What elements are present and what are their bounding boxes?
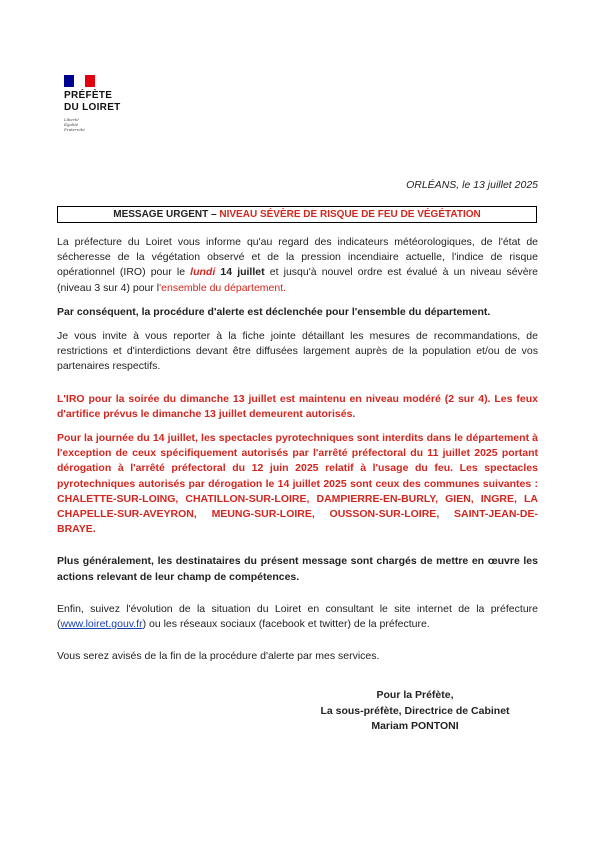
motto-liberte: Liberté — [64, 117, 79, 122]
flag-white-band — [74, 75, 84, 87]
paragraph-iro-level — [57, 235, 538, 296]
signature-line-1: Pour la Préfète, — [376, 689, 454, 701]
message-body — [57, 235, 538, 673]
p1-date: 14 juillet — [215, 266, 265, 279]
p1-text-b: et jusqu'à nouvel ordre est évalué à un niveau sévère (niveau 3 sur 4) pour l — [57, 266, 538, 294]
motto-egalite: Égalité — [64, 122, 79, 127]
logo-line-prefete: PRÉFÈTE — [64, 90, 113, 101]
republic-motto — [64, 117, 154, 132]
signature-block — [300, 688, 530, 735]
website-link[interactable]: www.loiret.gouv.fr — [60, 618, 143, 631]
french-flag-icon — [64, 75, 95, 87]
logo-line-loiret: DU LOIRET — [64, 102, 121, 113]
paragraph-iro-sunday: L'IRO pour la soirée du dimanche 13 juillet est maintenu en niveau modéré (2 sur 4). Les feux d'artifice prévus le dimanche 13 juillet demeurent autorisés. — [57, 392, 538, 420]
p1-text-a: La préfecture du Loiret vous informe qu'au regard des indicateurs météorologiques, de l'état de sécheresse de la végétation observé et de la pression incendiaire actuelle, l'indice de risque opérationnel (IRO) pour le — [57, 236, 538, 279]
flag-red-band — [85, 75, 95, 87]
paragraph-fireworks-derogation: Pour la journée du 14 juillet, les spectacles pyrotechniques sont interdits dans le département à l'exception de ceux spécifiquement autorisés par l'arrêté préfectoral du 11 juillet 2025 portant dérogation à l'arrêté préfectoral du 12 juin 2025 relatif à l'usage du feu. Les spectacles pyrotechniques autorisés par dérogation le 14 juillet 2025 sont ceux des communes suivantes : CHALETTE-SUR-LOING, CHATILLON-SUR-LOIRE, DAMPIERRE-EN-BURLY, GIEN, INGRE, LA CHAPELLE-SUR-AVEYRON, MEUNG-SUR-LOIRE, OUSSON-SUR-LOIRE, SAINT-JEAN-DE-BRAYE. — [57, 432, 538, 536]
paragraph-instructions: Je vous invite à vous reporter à la fiche jointe détaillant les mesures de recommandations, de restrictions et d'interdictions devant être diffusées largement auprès de la population et/ou de vos partenaires respectifs. — [57, 330, 538, 373]
signature-name: Mariam PONTONI — [371, 720, 459, 732]
paragraph-end-notice: Vous serez avisés de la fin de la procédure d'alerte par mes services. — [57, 650, 380, 663]
alert-banner — [57, 206, 537, 223]
document-date: ORLÉANS, le 13 juillet 2025 — [406, 179, 538, 191]
banner-prefix: MESSAGE URGENT – — [113, 209, 217, 220]
p1-text-c: 'ensemble du département. — [159, 281, 287, 294]
p7-text-b: ) ou les réseaux sociaux (facebook et twitter) de la préfecture. — [142, 618, 430, 631]
banner-highlight: NIVEAU SÉVÈRE DE RISQUE DE FEU DE VÉGÉTATION — [216, 209, 481, 220]
paragraph-follow-updates — [57, 602, 538, 632]
signature-line-2: La sous-préfète, Directrice de Cabinet — [320, 704, 510, 717]
prefecture-logo — [64, 75, 154, 132]
p7-text-a: Enfin, suivez l'évolution de la situation du Loiret en consultant le site internet de la préfecture ( — [57, 602, 538, 631]
flag-blue-band — [64, 75, 74, 87]
paragraph-alert-triggered: Par conséquent, la procédure d'alerte est déclenchée pour l'ensemble du département. — [57, 305, 491, 318]
p1-day: lundi — [190, 266, 216, 279]
paragraph-recipients: Plus généralement, les destinataires du présent message sont chargés de mettre en œuvre les actions relevant de leur champ de compétences. — [57, 555, 538, 583]
motto-fraternite: Fraternité — [64, 127, 85, 132]
